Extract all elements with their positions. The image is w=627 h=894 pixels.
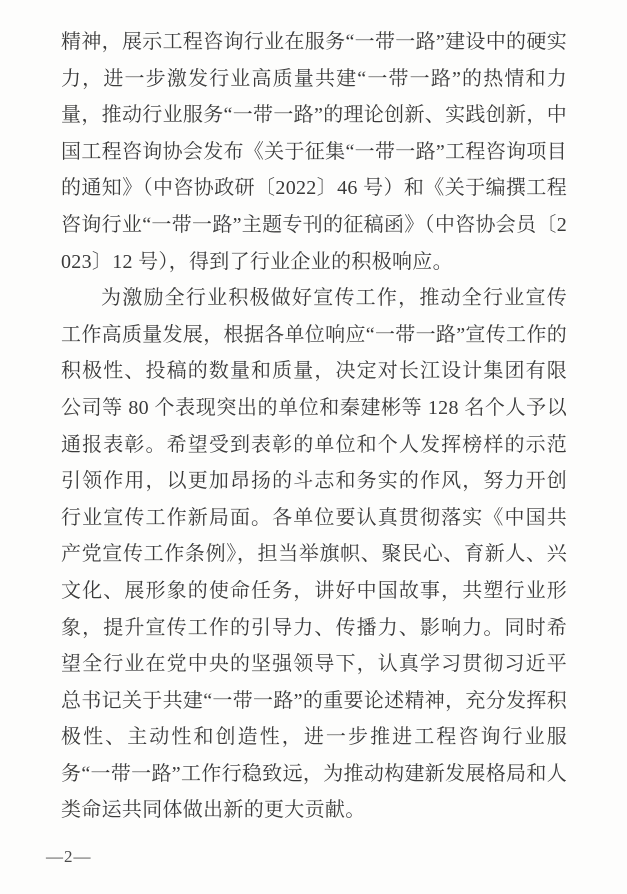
paragraph-continuation: 精神，展示工程咨询行业在服务“一带一路”建设中的硬实力，进一步激发行业高质量共建“一带一路”的热情和力量，推动行业服务“一带一路”的理论创新、实践创新，中国工程咨询协会发布《关于征集“一带一路”工程咨询项目的通知》（中咨协政研〔2022〕46 号）和《关于编撰工程咨询行业“一带一路”主题专刊的征稿函》（中咨协会员〔2023〕12 号），得到了行业企业的积极响应。 <box>61 31 567 273</box>
page-number: —2— <box>46 847 92 866</box>
paragraph-commendation: 为激励全行业积极做好宣传工作，推动全行业宣传工作高质量发展，根据各单位响应“一带一路”宣传工作的积极性、投稿的数量和质量，决定对长江设计集团有限公司等 80 个表现突出的单位和秦建彬等 128 名个人予以通报表彰。希望受到表彰的单位和个人发挥榜样的示范引领作用，以更加昂扬的斗志和务实的作风，努力开创行业宣传工作新局面。各单位要认真贯彻落实《中国共产党宣传工作条例》，担当举旗帜、聚民心、育新人、兴文化、展形象的使命任务，讲好中国故事，共塑行业形象，提升宣传工作的引导力、传播力、影响力。同时希望全行业在党中央的坚强领导下，认真学习贯彻习近平总书记关于共建“一带一路”的重要论述精神，充分发挥积极性、主动性和创造性，进一步推进工程咨询行业服务“一带一路”工作行稳致远，为推动构建新发展格局和人类命运共同体做出新的更大贡献。 <box>61 287 567 822</box>
document-body <box>61 24 567 829</box>
